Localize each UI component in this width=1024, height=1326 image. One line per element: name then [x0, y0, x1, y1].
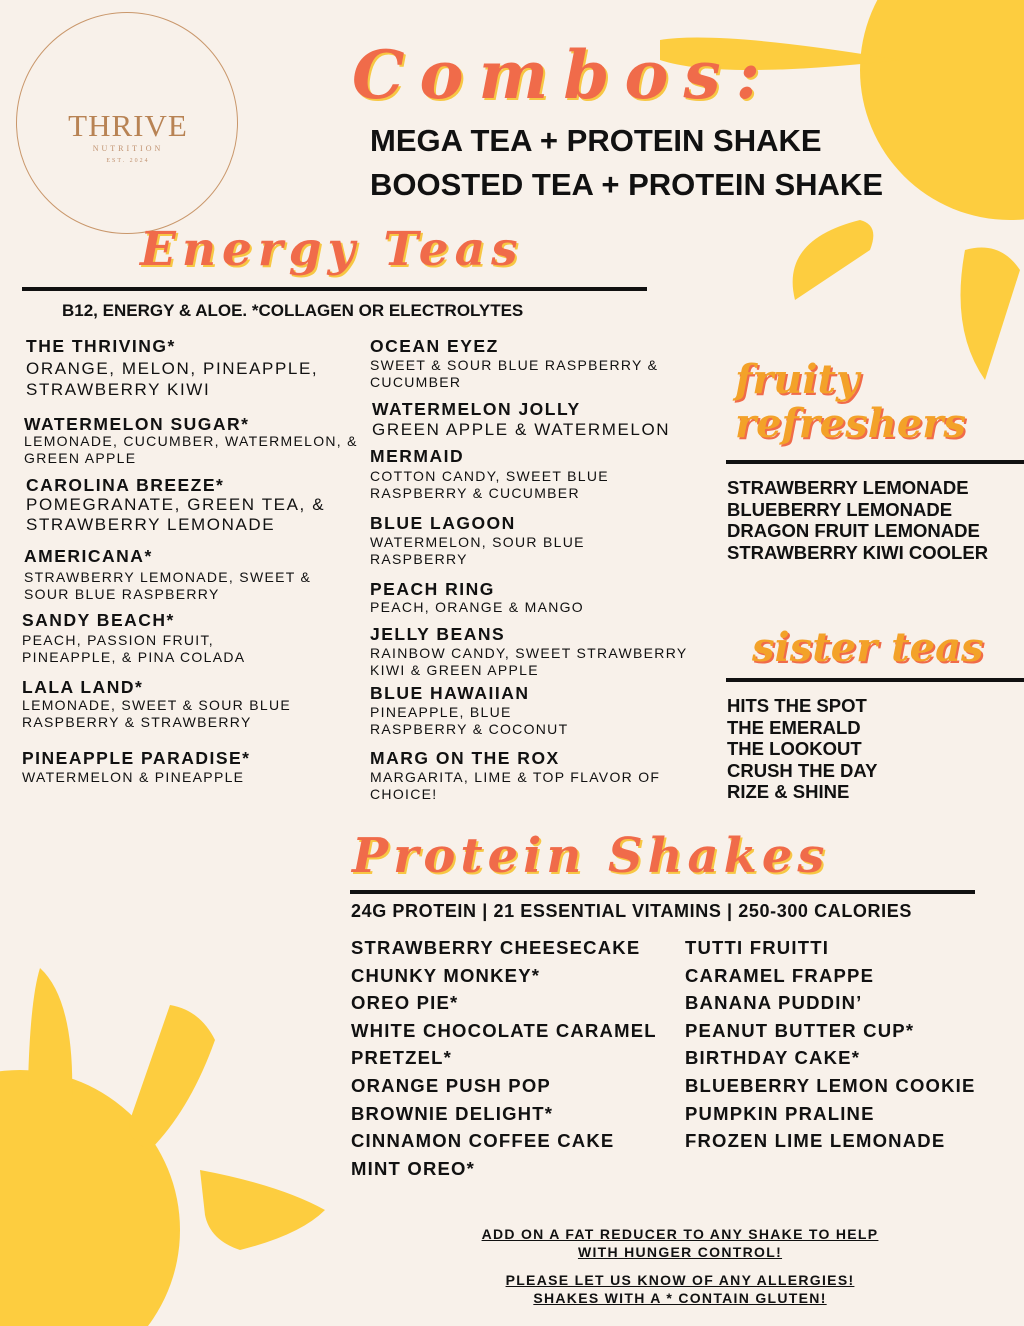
shakes-right-list — [685, 934, 976, 1155]
tea-desc: POMEGRANATE, GREEN TEA, & STRAWBERRY LEMONADE — [26, 495, 326, 534]
list-item: BLUEBERRY LEMON COOKIE — [685, 1074, 976, 1096]
fruity-list — [727, 477, 988, 563]
tea-desc: MARGARITA, LIME & TOP FLAVOR OF CHOICE! — [370, 769, 661, 802]
tea-desc: COTTON CANDY, SWEET BLUE RASPBERRY & CUCUMBER — [370, 468, 609, 501]
combo-item: BOOSTED TEA + PROTEIN SHAKE — [370, 167, 883, 202]
list-item: PUMPKIN PRALINE — [685, 1102, 875, 1124]
tea-name: MARG ON THE ROX — [370, 748, 560, 768]
brand-sub: NUTRITION — [92, 144, 164, 153]
list-item: OREO PIE* — [351, 992, 459, 1014]
list-item: STRAWBERRY KIWI COOLER — [727, 541, 989, 563]
list-item: CARAMEL FRAPPE — [685, 964, 875, 986]
tea-desc: PEACH, PASSION FRUIT, PINEAPPLE, & PINA COLADA — [22, 632, 246, 665]
list-item: FROZEN LIME LEMONADE — [685, 1130, 946, 1152]
sister-teas-title: sister teas — [752, 624, 984, 671]
fruity-refreshers-title — [735, 358, 966, 446]
tea-name: THE THRIVING* — [26, 336, 176, 356]
list-item: STRAWBERRY CHEESECAKE — [351, 937, 641, 958]
tea-desc: ORANGE, MELON, PINEAPPLE, STRAWBERRY KIWI — [26, 359, 319, 399]
tea-name: LALA LAND* — [22, 677, 144, 697]
list-item: BROWNIE DELIGHT* — [351, 1102, 554, 1124]
tea-name: MERMAID — [370, 446, 465, 466]
tea-desc: STRAWBERRY LEMONADE, SWEET & SOUR BLUE RASPBERRY — [24, 569, 312, 602]
tea-name: BLUE HAWAIIAN — [370, 683, 530, 703]
combos-title: Combos: — [352, 36, 776, 114]
brand-logo: THRIVE — [68, 108, 188, 143]
tea-desc: PEACH, ORANGE & MANGO — [370, 599, 584, 615]
list-item: CINNAMON COFFEE CAKE — [351, 1130, 615, 1152]
brand-est: EST. 2024 — [106, 158, 150, 164]
tea-name: AMERICANA* — [24, 546, 153, 566]
list-item: PEANUT BUTTER CUP* — [685, 1019, 915, 1041]
fruity-title-line: fruity — [735, 356, 860, 403]
tea-desc: RAINBOW CANDY, SWEET STRAWBERRY KIWI & GREEN APPLE — [370, 645, 688, 678]
list-item: RIZE & SHINE — [727, 781, 850, 802]
fruity-title-line: refreshers — [735, 400, 966, 447]
energy-teas-title: Energy Teas — [140, 222, 524, 277]
list-item: THE EMERALD — [727, 716, 861, 738]
tea-desc: SWEET & SOUR BLUE RASPBERRY & CUCUMBER — [370, 357, 659, 390]
tea-name: WATERMELON SUGAR* — [24, 414, 250, 434]
shakes-subtitle: 24G PROTEIN | 21 ESSENTIAL VITAMINS | 250-300 CALORIES — [351, 901, 912, 921]
list-item: CHUNKY MONKEY* — [351, 964, 541, 986]
list-item: BLUEBERRY LEMONADE — [727, 498, 953, 520]
list-item: STRAWBERRY LEMONADE — [727, 477, 969, 498]
tea-name: WATERMELON JOLLY — [372, 399, 581, 419]
tea-name: JELLY BEANS — [370, 624, 506, 644]
list-item: DRAGON FRUIT LEMONADE — [727, 520, 980, 541]
sister-list — [727, 695, 877, 803]
list-item: BIRTHDAY CAKE* — [685, 1047, 861, 1069]
list-item: WHITE CHOCOLATE CARAMEL — [351, 1019, 657, 1041]
tea-desc: WATERMELON, SOUR BLUE RASPBERRY — [370, 534, 585, 567]
fat-reducer-note: ADD ON A FAT REDUCER TO ANY SHAKE TO HELP WITH HUNGER CONTROL! — [481, 1226, 879, 1260]
list-item: HITS THE SPOT — [727, 695, 867, 716]
list-item: THE LOOKOUT — [727, 738, 862, 759]
tea-desc: LEMONADE, CUCUMBER, WATERMELON, & GREEN APPLE — [24, 433, 358, 466]
list-item: MINT OREO* — [351, 1157, 476, 1179]
tea-name: SANDY BEACH* — [22, 610, 175, 630]
list-item: TUTTI FRUITTI — [685, 937, 830, 958]
shakes-divider — [350, 890, 975, 894]
list-item: CRUSH THE DAY — [727, 759, 878, 781]
list-item: ORANGE PUSH POP — [351, 1074, 551, 1096]
allergy-note: PLEASE LET US KNOW OF ANY ALLERGIES! SHAKES WITH A * CONTAIN GLUTEN! — [505, 1272, 855, 1306]
energy-teas-divider — [22, 287, 647, 291]
tea-name: BLUE LAGOON — [370, 513, 516, 533]
tea-desc: PINEAPPLE, BLUE RASPBERRY & COCONUT — [370, 704, 569, 737]
tea-name: PINEAPPLE PARADISE* — [22, 748, 251, 768]
combo-item: MEGA TEA + PROTEIN SHAKE — [370, 123, 822, 158]
list-item: BANANA PUDDIN’ — [685, 992, 863, 1014]
tea-name: OCEAN EYEZ — [370, 336, 499, 356]
list-item: PRETZEL* — [351, 1047, 453, 1069]
tea-desc: GREEN APPLE & WATERMELON — [372, 420, 671, 439]
shakes-left-list — [351, 934, 657, 1182]
tea-desc: LEMONADE, SWEET & SOUR BLUE RASPBERRY & STRAWBERRY — [22, 697, 292, 730]
tea-name: PEACH RING — [370, 579, 495, 599]
tea-name: CAROLINA BREEZE* — [26, 475, 225, 495]
tea-desc: WATERMELON & PINEAPPLE — [22, 769, 245, 785]
energy-teas-subtitle: B12, ENERGY & ALOE. *COLLAGEN OR ELECTROLYTES — [62, 301, 524, 320]
protein-shakes-title: Protein Shakes — [352, 828, 830, 884]
sister-divider — [726, 678, 1024, 682]
fruity-divider — [726, 460, 1024, 464]
